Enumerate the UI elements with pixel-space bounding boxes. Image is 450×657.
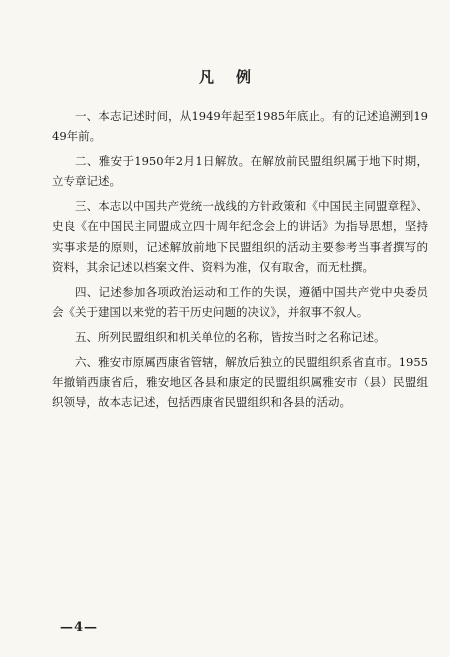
paragraph-3: 三、本志以中国共产党统一战线的方针政策和《中国民主同盟章程》、史良《在中国民主同盟成立四十周年纪念会上的讲话》为指导思想，坚持实事求是的原则，记述解放前地下民盟组织的活动主要参考当事者撰写的资料，其余记述以档案文件、资料为准，仅有取舍，而无杜撰。 xyxy=(52,199,428,275)
body-text xyxy=(52,106,428,417)
paragraph-1: 一、本志记述时间，从1949年起至1985年底止。有的记述追溯到1949年前。 xyxy=(52,109,428,144)
paragraph-6: 六、雅安市原属西康省管辖，解放后独立的民盟组织系省直市。1955年撤销西康省后，雅安地区各县和康定的民盟组织属雅安市（县）民盟组织领导，故本志记述，包括西康省民盟组织和各县的活动。 xyxy=(52,354,428,410)
paragraph-4: 四、记述参加各项政治运动和工作的失误，遵循中国共产党中央委员会《关于建国以来党的若干历史问题的决议》，并叙事不叙人。 xyxy=(52,284,428,320)
paragraph-5: 五、所列民盟组织和机关单位的名称，皆按当时之名称记述。 xyxy=(75,329,386,344)
page-title: 凡例 xyxy=(198,68,273,86)
paragraph-2: 二、雅安于1950年2月1日解放。在解放前民盟组织属于地下时期，立专章记述。 xyxy=(52,154,428,189)
page-number: —4— xyxy=(60,620,99,635)
